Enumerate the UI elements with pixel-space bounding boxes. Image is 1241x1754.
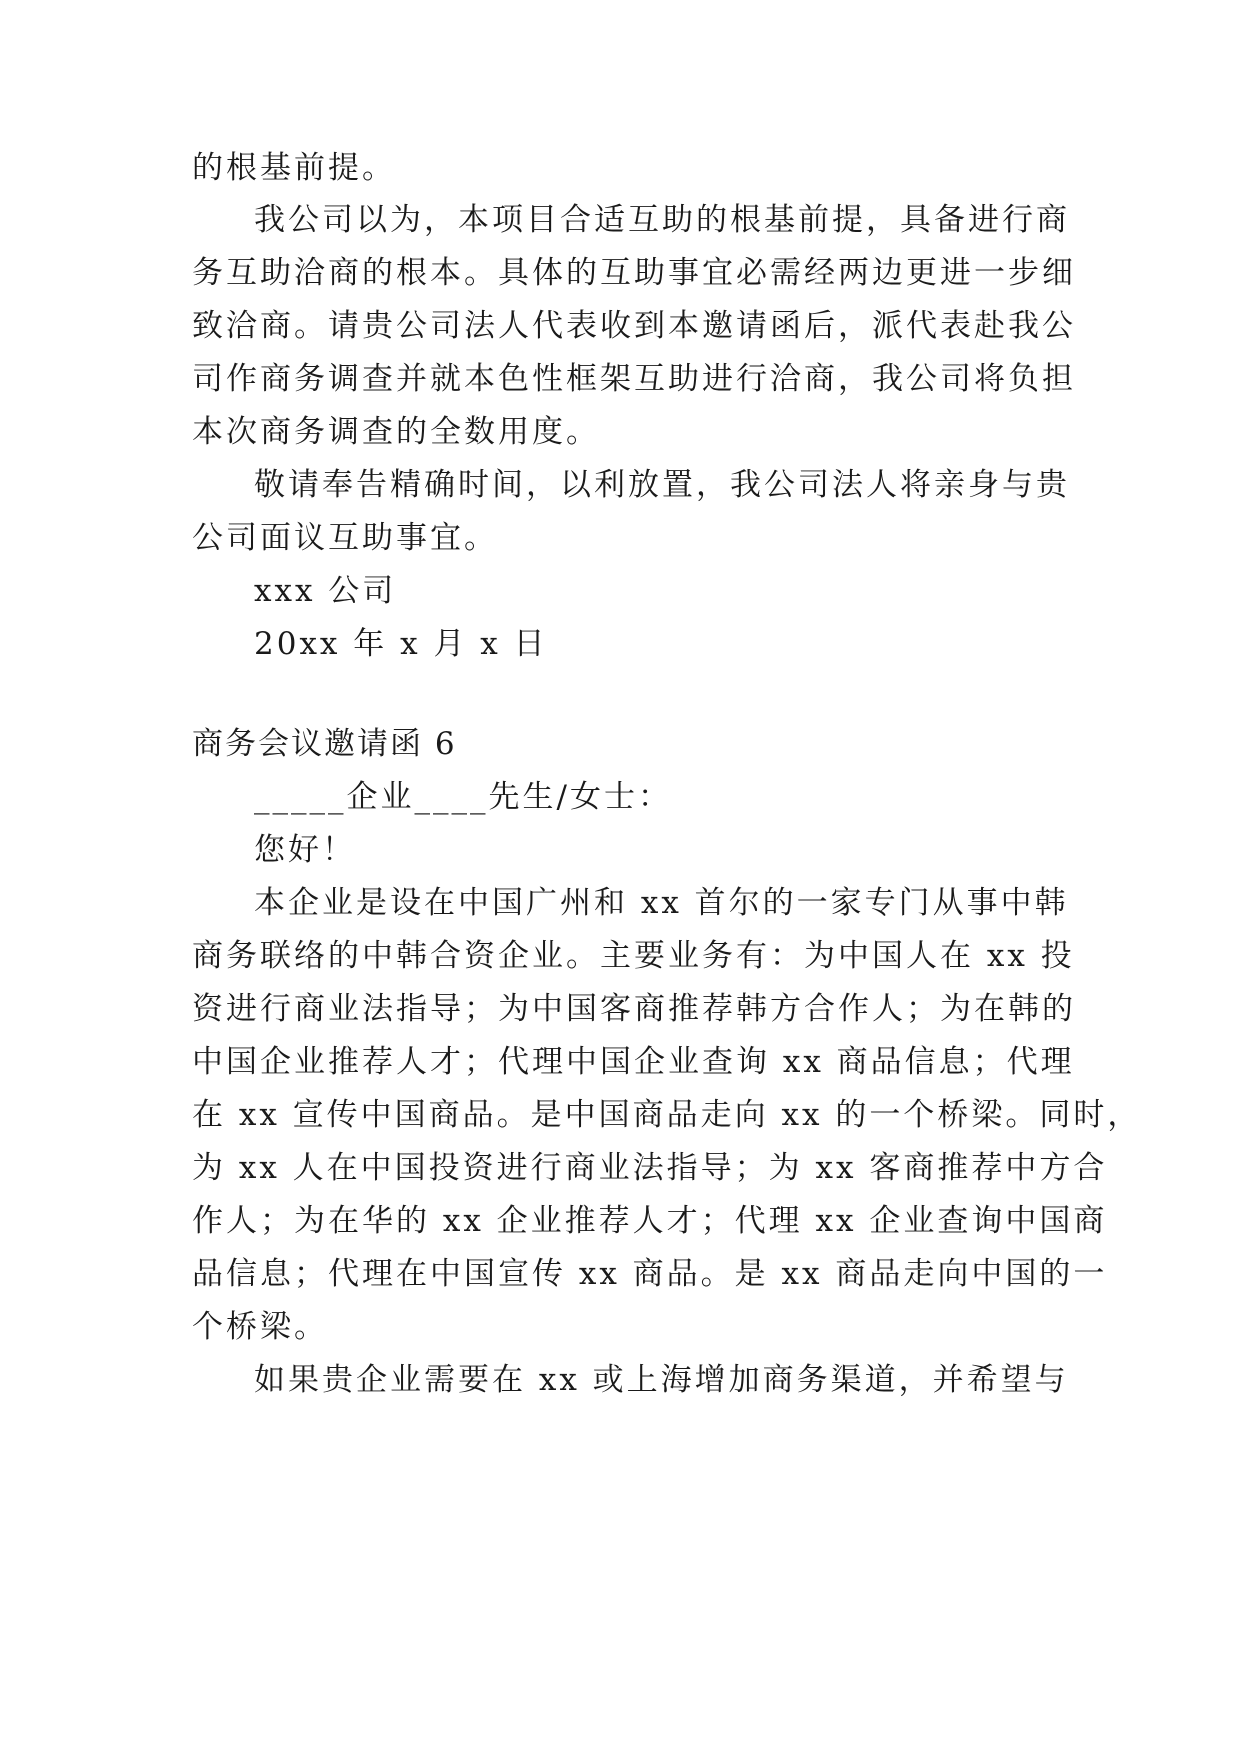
- greeting: 您好！: [254, 832, 356, 868]
- paragraph-line: 务互助洽商的根本。具体的互助事宜必需经两边更进一步细: [192, 255, 1076, 291]
- salutation: _____企业____先生/女士：: [254, 779, 672, 815]
- paragraph-line: 敬请奉告精确时间，以利放置，我公司法人将亲身与贵: [254, 467, 1070, 503]
- paragraph-line: 在 xx 宣传中国商品。是中国商品走向 xx 的一个桥梁。同时，: [192, 1097, 1142, 1133]
- signature-date: 20xx 年 x 月 x 日: [254, 626, 548, 662]
- paragraph-line: 本次商务调查的全数用度。: [192, 414, 600, 450]
- paragraph-line: 的根基前提。: [192, 150, 396, 186]
- signature-company: xxx 公司: [254, 573, 397, 609]
- paragraph-line: 品信息；代理在中国宣传 xx 商品。是 xx 商品走向中国的一: [192, 1256, 1108, 1292]
- paragraph-line: 个桥梁。: [192, 1309, 328, 1345]
- paragraph-line: 致洽商。请贵公司法人代表收到本邀请函后，派代表赴我公: [192, 308, 1076, 344]
- paragraph-line: 我公司以为，本项目合适互助的根基前提，具备进行商: [254, 202, 1070, 238]
- paragraph-line: 为 xx 人在中国投资进行商业法指导；为 xx 客商推荐中方合: [192, 1150, 1108, 1186]
- section-title: 商务会议邀请函 6: [192, 726, 457, 762]
- paragraph-line: 中国企业推荐人才；代理中国企业查询 xx 商品信息；代理: [192, 1044, 1075, 1080]
- paragraph-line: 资进行商业法指导；为中国客商推荐韩方合作人；为在韩的: [192, 991, 1076, 1027]
- paragraph-line: 如果贵企业需要在 xx 或上海增加商务渠道，并希望与: [254, 1362, 1069, 1398]
- paragraph-line: 司作商务调查并就本色性框架互助进行洽商，我公司将负担: [192, 361, 1076, 397]
- paragraph-line: 公司面议互助事宜。: [192, 520, 498, 556]
- paragraph-line: 作人；为在华的 xx 企业推荐人才；代理 xx 企业查询中国商: [192, 1203, 1108, 1239]
- paragraph-line: 商务联络的中韩合资企业。主要业务有：为中国人在 xx 投: [192, 938, 1075, 974]
- paragraph-line: 本企业是设在中国广州和 xx 首尔的一家专门从事中韩: [254, 885, 1069, 921]
